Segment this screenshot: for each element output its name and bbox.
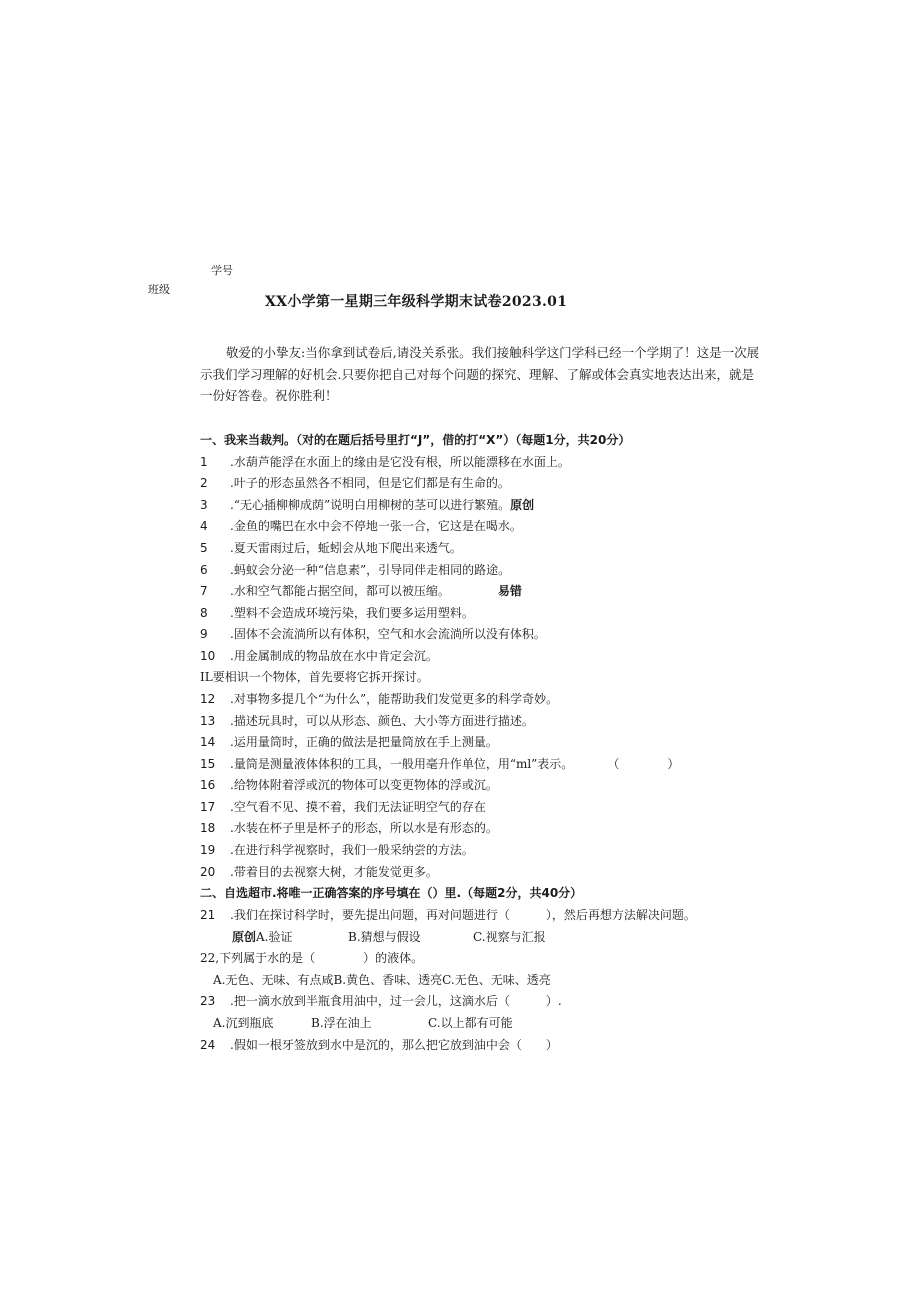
question-9 [200, 624, 546, 644]
question-number: 21 [200, 908, 216, 922]
question-22-options [213, 970, 551, 990]
question-23 [200, 991, 562, 1011]
question-text: .“无心插柳柳成荫”说明白用柳树的茎可以进行繁殖。 [230, 498, 511, 512]
intro-paragraph [200, 342, 766, 407]
question-text: IL要相识一个物体，首先要将它拆开探讨。 [200, 670, 429, 684]
option-c[interactable]: C.以上都有可能 [428, 1016, 513, 1030]
question-22 [200, 948, 423, 968]
question-text: .空气看不见、摸不着，我们无法证明空气的存在 [230, 800, 486, 814]
question-20 [200, 862, 438, 882]
question-23-options [213, 1013, 513, 1033]
question-text: .对事物多提几个“为什么”，能帮助我们发觉更多的科学奇妙。 [230, 692, 559, 706]
question-number: 7 [200, 584, 208, 598]
question-text: .叶子的形态虽然各不相同，但是它们都是有生命的。 [230, 476, 510, 490]
question-number: 12 [200, 692, 216, 706]
option-a[interactable]: A.无色、无味、有点咸 [213, 973, 334, 987]
question-text: .夏天雷雨过后，蚯蚓会从地下爬出来透气。 [230, 541, 462, 555]
question-18 [200, 818, 498, 838]
question-number: 15 [200, 757, 216, 771]
question-number: 16 [200, 778, 216, 792]
question-10 [200, 646, 438, 666]
question-number: 9 [200, 627, 208, 641]
question-21-options [232, 927, 546, 947]
question-number: 2 [200, 476, 208, 490]
question-number: 5 [200, 541, 208, 555]
question-19 [200, 840, 474, 860]
question-7 [200, 581, 522, 601]
question-number: 20 [200, 865, 216, 879]
question-number: 23 [200, 994, 216, 1008]
error-prone-tag: 易错 [497, 584, 522, 598]
question-text: .给物体附着浮或沉的物体可以变更物体的浮或沉。 [230, 778, 498, 792]
question-number: 19 [200, 843, 216, 857]
intro-text: 敬爱的小挚友:当你拿到试卷后,请没关系张。我们接触科学这门学科已经一个学期了！这是一次展示我们学习理解的好机会.只要你把自己对每个问题的探究、理解、了解或体会真实地表达出来，就是一份好答卷。祝你胜利！ [200, 345, 760, 403]
question-14 [200, 732, 498, 752]
question-11 [200, 667, 429, 687]
option-b[interactable]: B.浮在油上 [311, 1016, 372, 1030]
answer-parentheses[interactable]: （ ） [613, 757, 680, 771]
question-text: .用金属制成的物品放在水中肯定会沉。 [230, 649, 438, 663]
question-8 [200, 603, 474, 623]
question-16 [200, 775, 498, 795]
option-b[interactable]: B.猜想与假设 [348, 930, 421, 944]
question-24 [200, 1035, 558, 1055]
question-text: .假如一根牙签放到水中是沉的，那么把它放到油中会（ ） [230, 1038, 558, 1052]
question-text: 22,下列属于水的是（ ）的液体。 [200, 951, 424, 965]
student-number-label: 学号 [211, 264, 233, 277]
option-c[interactable]: C.视察与汇报 [473, 930, 546, 944]
question-13 [200, 711, 534, 731]
question-text: .我们在探讨科学时，要先提出问题，再对问题进行（ ），然后再想方法解决问题。 [230, 908, 696, 922]
option-c[interactable]: C.无色、无味、透亮 [442, 973, 551, 987]
question-12 [200, 689, 558, 709]
question-text: .水和空气都能占据空间，都可以被压缩。 [230, 584, 450, 598]
question-text: .塑料不会造成环境污染，我们要多运用塑料。 [230, 606, 474, 620]
question-number: 24 [200, 1038, 216, 1052]
question-number: 14 [200, 735, 216, 749]
original-tag: 原创 [232, 930, 257, 944]
question-2 [200, 473, 510, 493]
question-number: 13 [200, 714, 216, 728]
option-b[interactable]: B.黄色、香味、透亮 [333, 973, 443, 987]
question-17 [200, 797, 486, 817]
question-text: .量筒是测量液体体积的工具，一般用毫升作单位，用“ml”表示。 [230, 757, 574, 771]
question-number: 3 [200, 498, 208, 512]
question-5 [200, 538, 462, 558]
question-number: 1 [200, 455, 208, 469]
question-21 [200, 905, 696, 925]
class-label: 班级 [148, 283, 170, 296]
question-1 [200, 452, 570, 472]
question-number: 18 [200, 821, 216, 835]
question-text: .描述玩具时，可以从形态、颜色、大小等方面进行描述。 [230, 714, 534, 728]
question-4 [200, 516, 522, 536]
option-a[interactable]: A.验证 [256, 930, 293, 944]
section-1-heading: 一、我来当裁判。（对的在题后括号里打“J”，借的打“X”）（每题1分，共20分） [200, 433, 631, 447]
question-number: 8 [200, 606, 208, 620]
question-15 [200, 754, 679, 774]
question-text: .固体不会流淌所以有体积，空气和水会流淌所以没有体积。 [230, 627, 546, 641]
question-number: 4 [200, 519, 208, 533]
question-number: 10 [200, 649, 216, 663]
question-3 [200, 495, 534, 515]
section-2-heading: 二、自选超市.将唯一正确答案的序号填在（）里.（每题2分，共40分） [200, 886, 583, 900]
question-text: .把一滴水放到半瓶食用油中，过一会儿，这滴水后（ ）. [230, 994, 562, 1008]
option-a[interactable]: A.沉到瓶底 [213, 1016, 274, 1030]
original-tag: 原创 [510, 498, 535, 512]
question-text: .带着目的去视察大树，才能发觉更多。 [230, 865, 438, 879]
question-text: .蚂蚁会分泌一种“信息素”，引导同伴走相同的路途。 [230, 563, 511, 577]
question-text: .水装在杯子里是杯子的形态，所以水是有形态的。 [230, 821, 498, 835]
question-text: .运用量筒时，正确的做法是把量筒放在手上测量。 [230, 735, 498, 749]
question-text: .在进行科学视察时，我们一般采纳尝的方法。 [230, 843, 474, 857]
question-text: .水葫芦能浮在水面上的缘由是它没有根，所以能漂移在水面上。 [230, 455, 570, 469]
question-number: 6 [200, 563, 208, 577]
page-title: XX小学第一星期三年级科学期末试卷2023.01 [265, 294, 568, 310]
question-number: 17 [200, 800, 216, 814]
question-text: .金鱼的嘴巴在水中会不停地一张一合，它这是在喝水。 [230, 519, 522, 533]
question-6 [200, 560, 510, 580]
